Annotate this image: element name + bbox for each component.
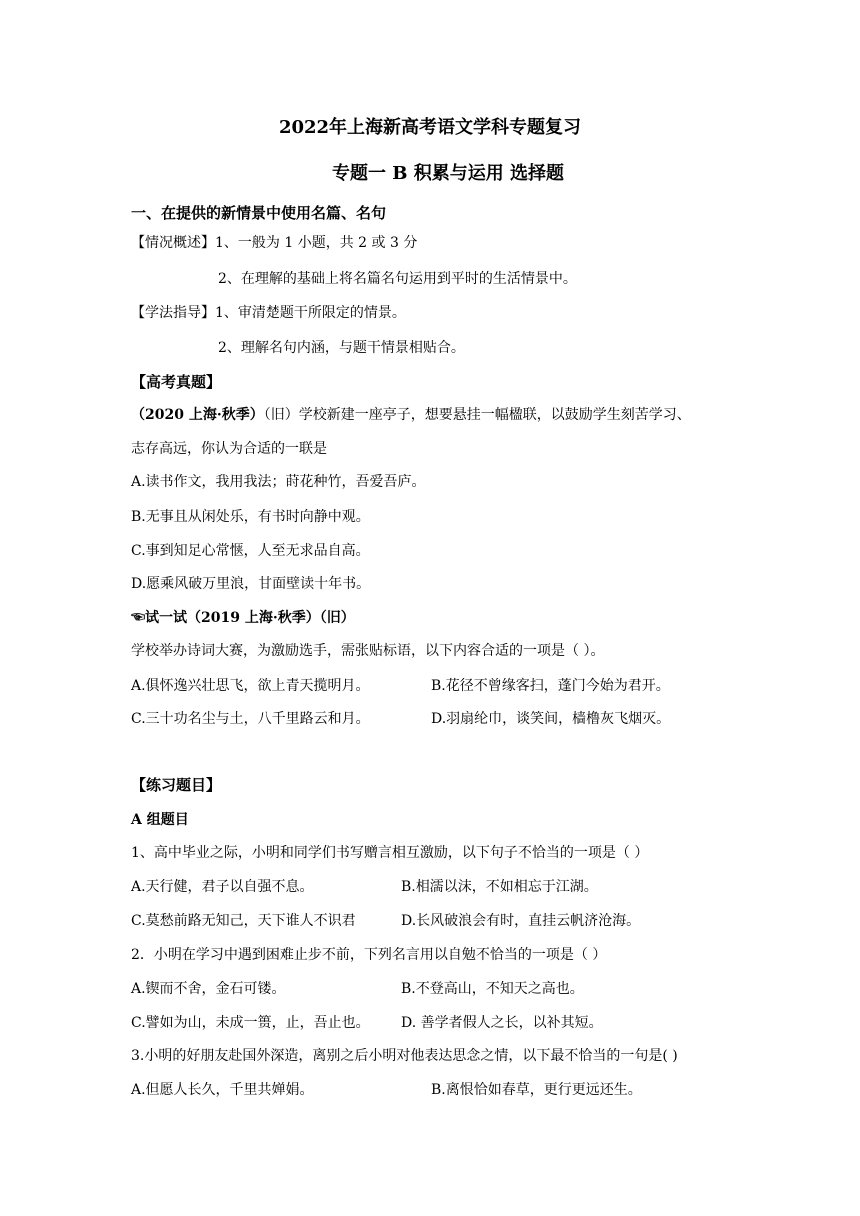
q1-option-c: C.莫愁前路无知己，天下谁人不识君 bbox=[131, 913, 356, 929]
method-line2: 2、理解名句内涵，与题干情景相贴合。 bbox=[218, 340, 465, 356]
q3-option-b: B.离恨恰如春草，更行更远还生。 bbox=[431, 1082, 642, 1098]
document-subtitle: 专题一 B 积累与运用 选择题 bbox=[331, 163, 564, 184]
q2-option-d: D. 善学者假人之长，以补其短。 bbox=[401, 1015, 603, 1031]
q2020-source: （2020 上海·秋季） bbox=[131, 407, 264, 423]
q2020-stem-line1 bbox=[131, 405, 691, 425]
q1-option-b: B.相濡以沫，不如相忘于江湖。 bbox=[401, 879, 598, 895]
practice-heading: 【练习题目】 bbox=[131, 776, 222, 794]
try-stem: 学校举办诗词大赛，为激励选手，需张贴标语，以下内容合适的一项是（ ）。 bbox=[131, 643, 605, 659]
q1-option-a: A.天行健，君子以自强不息。 bbox=[131, 879, 314, 895]
exam-heading: 【高考真题】 bbox=[131, 373, 222, 391]
q2-stem: 2．小明在学习中遇到困难止步不前，下列名言用以自勉不恰当的一项是（ ） bbox=[131, 947, 607, 963]
situation-line1: 【情况概述】1、一般为 1 小题，共 2 或 3 分 bbox=[131, 235, 418, 251]
try-option-c: C.三十功名尘与土，八千里路云和月。 bbox=[131, 711, 370, 727]
q2020-stem-line2: 志存高远，你认为合适的一联是 bbox=[131, 441, 327, 457]
q2-option-a: A.锲而不舍，金石可镂。 bbox=[131, 981, 286, 997]
q2020-option-c: C.事到知足心常惬，人至无求品自高。 bbox=[131, 543, 370, 559]
q2020-option-d: D.愿乘风破万里浪，甘面壁读十年书。 bbox=[131, 576, 371, 592]
document-title: 2022年上海新高考语文学科专题复习 bbox=[278, 117, 582, 138]
section1-heading: 一、在提供的新情景中使用名篇、名句 bbox=[131, 204, 387, 222]
q2020-stem-text: （旧）学校新建一座亭子，想要悬挂一幅楹联，以鼓励学生刻苦学习、 bbox=[263, 407, 691, 423]
q2020-option-b: B.无事且从闲处乐，有书时向静中观。 bbox=[131, 509, 370, 525]
q1-option-d: D.长风破浪会有时，直挂云帆济沧海。 bbox=[401, 913, 641, 929]
q2-option-c: C.譬如为山，未成一篑，止，吾止也。 bbox=[131, 1015, 370, 1031]
method-line1: 【学法指导】1、审清楚题干所限定的情景。 bbox=[131, 305, 406, 321]
try-option-d: D.羽扇纶巾，谈笑间，樯橹灰飞烟灭。 bbox=[431, 711, 671, 727]
q3-option-a: A.但愿人长久，千里共婵娟。 bbox=[131, 1082, 314, 1098]
q1-stem: 1、高中毕业之际，小明和同学们书写赠言相互激励，以下句子不恰当的一项是（ ） bbox=[131, 845, 649, 861]
try-option-b: B.花径不曾缘客扫，蓬门今始为君开。 bbox=[431, 678, 670, 694]
try-heading: ☜试一试（2019 上海·秋季）（旧） bbox=[131, 610, 355, 626]
group-a-heading: A 组题目 bbox=[131, 812, 189, 828]
situation-line2: 2、在理解的基础上将名篇名句运用到平时的生活情景中。 bbox=[218, 271, 577, 287]
q2020-option-a: A.读书作文，我用我法；莳花种竹，吾爱吾庐。 bbox=[131, 474, 426, 490]
try-option-a: A.俱怀逸兴壮思飞，欲上青天揽明月。 bbox=[131, 678, 370, 694]
q2-option-b: B.不登高山，不知天之高也。 bbox=[401, 981, 584, 997]
q3-stem: 3.小明的好朋友赴国外深造，离别之后小明对他表达思念之情，以下最不恰当的一句是( ) bbox=[131, 1048, 678, 1064]
